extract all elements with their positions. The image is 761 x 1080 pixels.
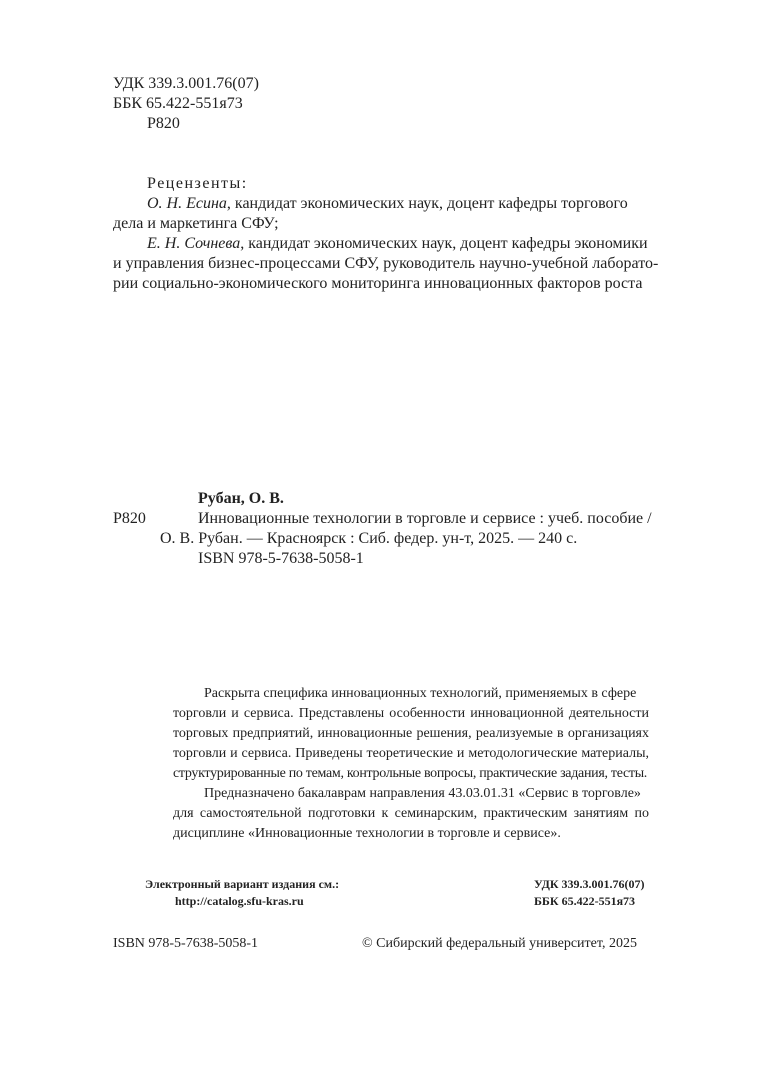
abstract-line: торговли и сервиса. Представлены особенности инновационной деятельности [173, 706, 649, 721]
bbk-code: ББК 65.422-551я73 [113, 95, 243, 112]
catalog-mark: Р820 [113, 510, 146, 527]
electronic-version-url: http://catalog.sfu-kras.ru [175, 894, 304, 908]
abstract-line: дисциплине «Инновационные технологии в торговле и сервисе». [173, 826, 561, 841]
catalog-isbn: ISBN 978-5-7638-5058-1 [198, 550, 364, 567]
catalog-imprint-line: О. В. Рубан. — Красноярск : Сиб. федер. ун-т, 2025. — 240 с. [160, 530, 578, 547]
reviewer-1-name: О. Н. Есина [147, 195, 227, 212]
reviewer-2-name: Е. Н. Сочнева [147, 235, 241, 252]
abstract-line: торговли и сервиса. Приведены теоретические и методологические материалы, [173, 746, 649, 761]
reviewer-1-line-2: дела и маркетинга СФУ; [113, 215, 279, 232]
abstract-line: структурированные по темам, контрольные вопросы, практические задания, тесты. [173, 766, 647, 781]
author-mark: Р820 [147, 115, 180, 132]
reviewer-1-line-1: О. Н. Есина, кандидат экономических наук, доцент кафедры торгового [147, 195, 628, 212]
reviewers-heading: Рецензенты: [147, 175, 248, 192]
footer-udk-code: УДК 339.3.001.76(07) [534, 877, 645, 891]
reviewer-2-line-2: и управления бизнес-процессами СФУ, руководитель научно-учебной лаборато- [113, 255, 659, 272]
catalog-author: Рубан, О. В. [198, 490, 284, 507]
reviewer-2-line-3: рии социально-экономического мониторинга инновационных факторов роста [113, 275, 643, 292]
abstract-line: Предназначено бакалаврам направления 43.03.01.31 «Сервис в торговле» [204, 786, 641, 801]
footer-isbn: ISBN 978-5-7638-5058-1 [113, 936, 259, 951]
abstract-line: для самостоятельной подготовки к семинарским, практическим занятиям по [173, 806, 649, 821]
udk-code: УДК 339.3.001.76(07) [113, 75, 259, 92]
copyright-notice: © Сибирский федеральный университет, 2025 [362, 936, 637, 951]
catalog-title-line: Инновационные технологии в торговле и сервисе : учеб. пособие / [198, 510, 652, 527]
reviewer-2-line-1: Е. Н. Сочнева, кандидат экономических наук, доцент кафедры экономики [147, 235, 648, 252]
abstract-line: торговых предприятий, инновационные решения, реализуемые в организациях [173, 726, 649, 741]
abstract-line: Раскрыта специфика инновационных технологий, применяемых в сфере [204, 686, 637, 701]
footer-bbk-code: ББК 65.422-551я73 [534, 894, 636, 908]
electronic-version-label: Электронный вариант издания см.: [145, 877, 340, 891]
